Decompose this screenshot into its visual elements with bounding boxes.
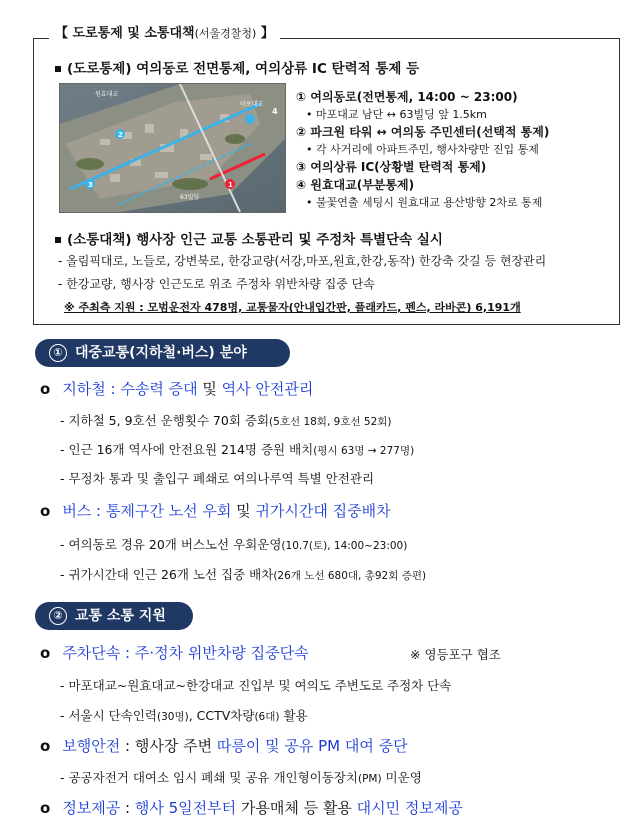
section-2-header: [35, 602, 193, 630]
map-label-wonhyo: 원효대교: [95, 91, 119, 98]
info-header: o 정보제공 : 행사 5일전부터 가용매체 등 활용 대시민 정보제공: [40, 799, 463, 817]
aerial-map-image: [59, 83, 286, 213]
section-1-title: 대중교통(지하철·버스) 분야: [75, 345, 247, 361]
section-1-header: [35, 339, 290, 367]
map-marker-1: 1: [228, 181, 233, 189]
road-control-header: (도로통제) 여의동로 전면통제, 여의상류 IC 탄력적 통제 등: [55, 57, 419, 77]
traffic-measure-header: (소통대책) 행사장 인근 교통 소통관리 및 주정차 특별단속 실시: [55, 228, 443, 248]
traffic-line-1: - 올림픽대로, 노들로, 강변북로, 한강교량(서강,마포,원효,한강,동작) 한강축 갓길 등 현장관리: [58, 254, 547, 268]
bus-line-1: - 여의동로 경유 20개 버스노선 우회운영(10.7(토), 14:00~23:00): [60, 537, 408, 552]
section-number-badge: ①: [49, 344, 67, 362]
control-item-1-detail: • 마포대교 남단 ↔ 63빌딩 앞 1.5km: [306, 108, 487, 121]
traffic-line-2: - 한강교량, 행사장 인근도로 위조 주정차 위반차량 집중 단속: [58, 277, 375, 291]
walk-safety-header: o 보행안전 : 행사장 주변 따릉이 및 공유 PM 대여 중단: [40, 737, 408, 755]
control-item-4-detail: • 불꽃연출 세팅시 원효대교 용산방향 2차로 통제: [306, 196, 543, 209]
square-bullet-icon: [55, 66, 61, 72]
subway-line-3: - 무정차 통과 및 출입구 폐쇄로 여의나루역 특별 안전관리: [60, 471, 375, 486]
walk-line-1: - 공공자전거 대여소 임시 폐쇄 및 공유 개인형이동장치(PM) 미운영: [60, 770, 422, 785]
control-item-4: ④ 원효대교(부분통제): [296, 178, 415, 192]
map-marker-3: 3: [88, 181, 93, 189]
square-bullet-icon: [55, 237, 61, 243]
bus-header: o 버스 : 통제구간 노선 우회 및 귀가시간대 집중배차: [40, 502, 391, 520]
subway-line-1: - 지하철 5, 9호선 운행횟수 70회 증회(5호선 18회, 9호선 52회): [60, 413, 392, 428]
map-marker-2: 2: [118, 131, 123, 139]
parking-header: o 주차단속 : 주·정차 위반차량 집중단속: [40, 644, 309, 662]
organizer-support-note: ※ 주최측 지원 : 모범운전자 478명, 교통물자(안내입간판, 플래카드, 펜스, 라바콘) 6,191개: [64, 301, 521, 314]
section-number-badge: ②: [49, 607, 67, 625]
control-item-2-detail: • 각 사거리에 아파트주민, 행사차량만 진입 통제: [306, 143, 539, 156]
control-item-1: ① 여의동로(전면통제, 14:00 ~ 23:00): [296, 90, 518, 104]
parking-line-2: - 서울시 단속인력(30명), CCTV차량(6대) 활용: [60, 708, 308, 723]
map-marker-4: 4: [272, 107, 278, 116]
bus-line-2: - 귀가시간대 인근 26개 노선 집중 배차(26개 노선 680대, 총92회 증편): [60, 567, 427, 582]
section-2-title: 교통 소통 지원: [75, 608, 166, 624]
parking-line-1: - 마포대교~원효대교~한강대교 진입부 및 여의도 주변도로 주정차 단속: [60, 678, 452, 693]
parking-note: ※ 영등포구 협조: [410, 647, 501, 662]
aerial-map-svg: [60, 84, 285, 212]
subway-header: o 지하철 : 수송력 증대 및 역사 안전관리: [40, 380, 314, 398]
control-item-2: ② 파크원 타워 ↔ 여의동 주민센터(선택적 통제): [296, 125, 550, 139]
control-item-3: ③ 여의상류 IC(상황별 탄력적 통제): [296, 160, 487, 174]
box-title: 【 도로통제 및 소통대책(서울경찰청) 】: [49, 22, 280, 41]
map-label-63: 63빌딩: [180, 194, 200, 201]
subway-line-2: - 인근 16개 역사에 안전요원 214명 증원 배치(평시 63명 → 277명): [60, 442, 415, 457]
map-label-mapo: 마포대교: [240, 101, 264, 108]
